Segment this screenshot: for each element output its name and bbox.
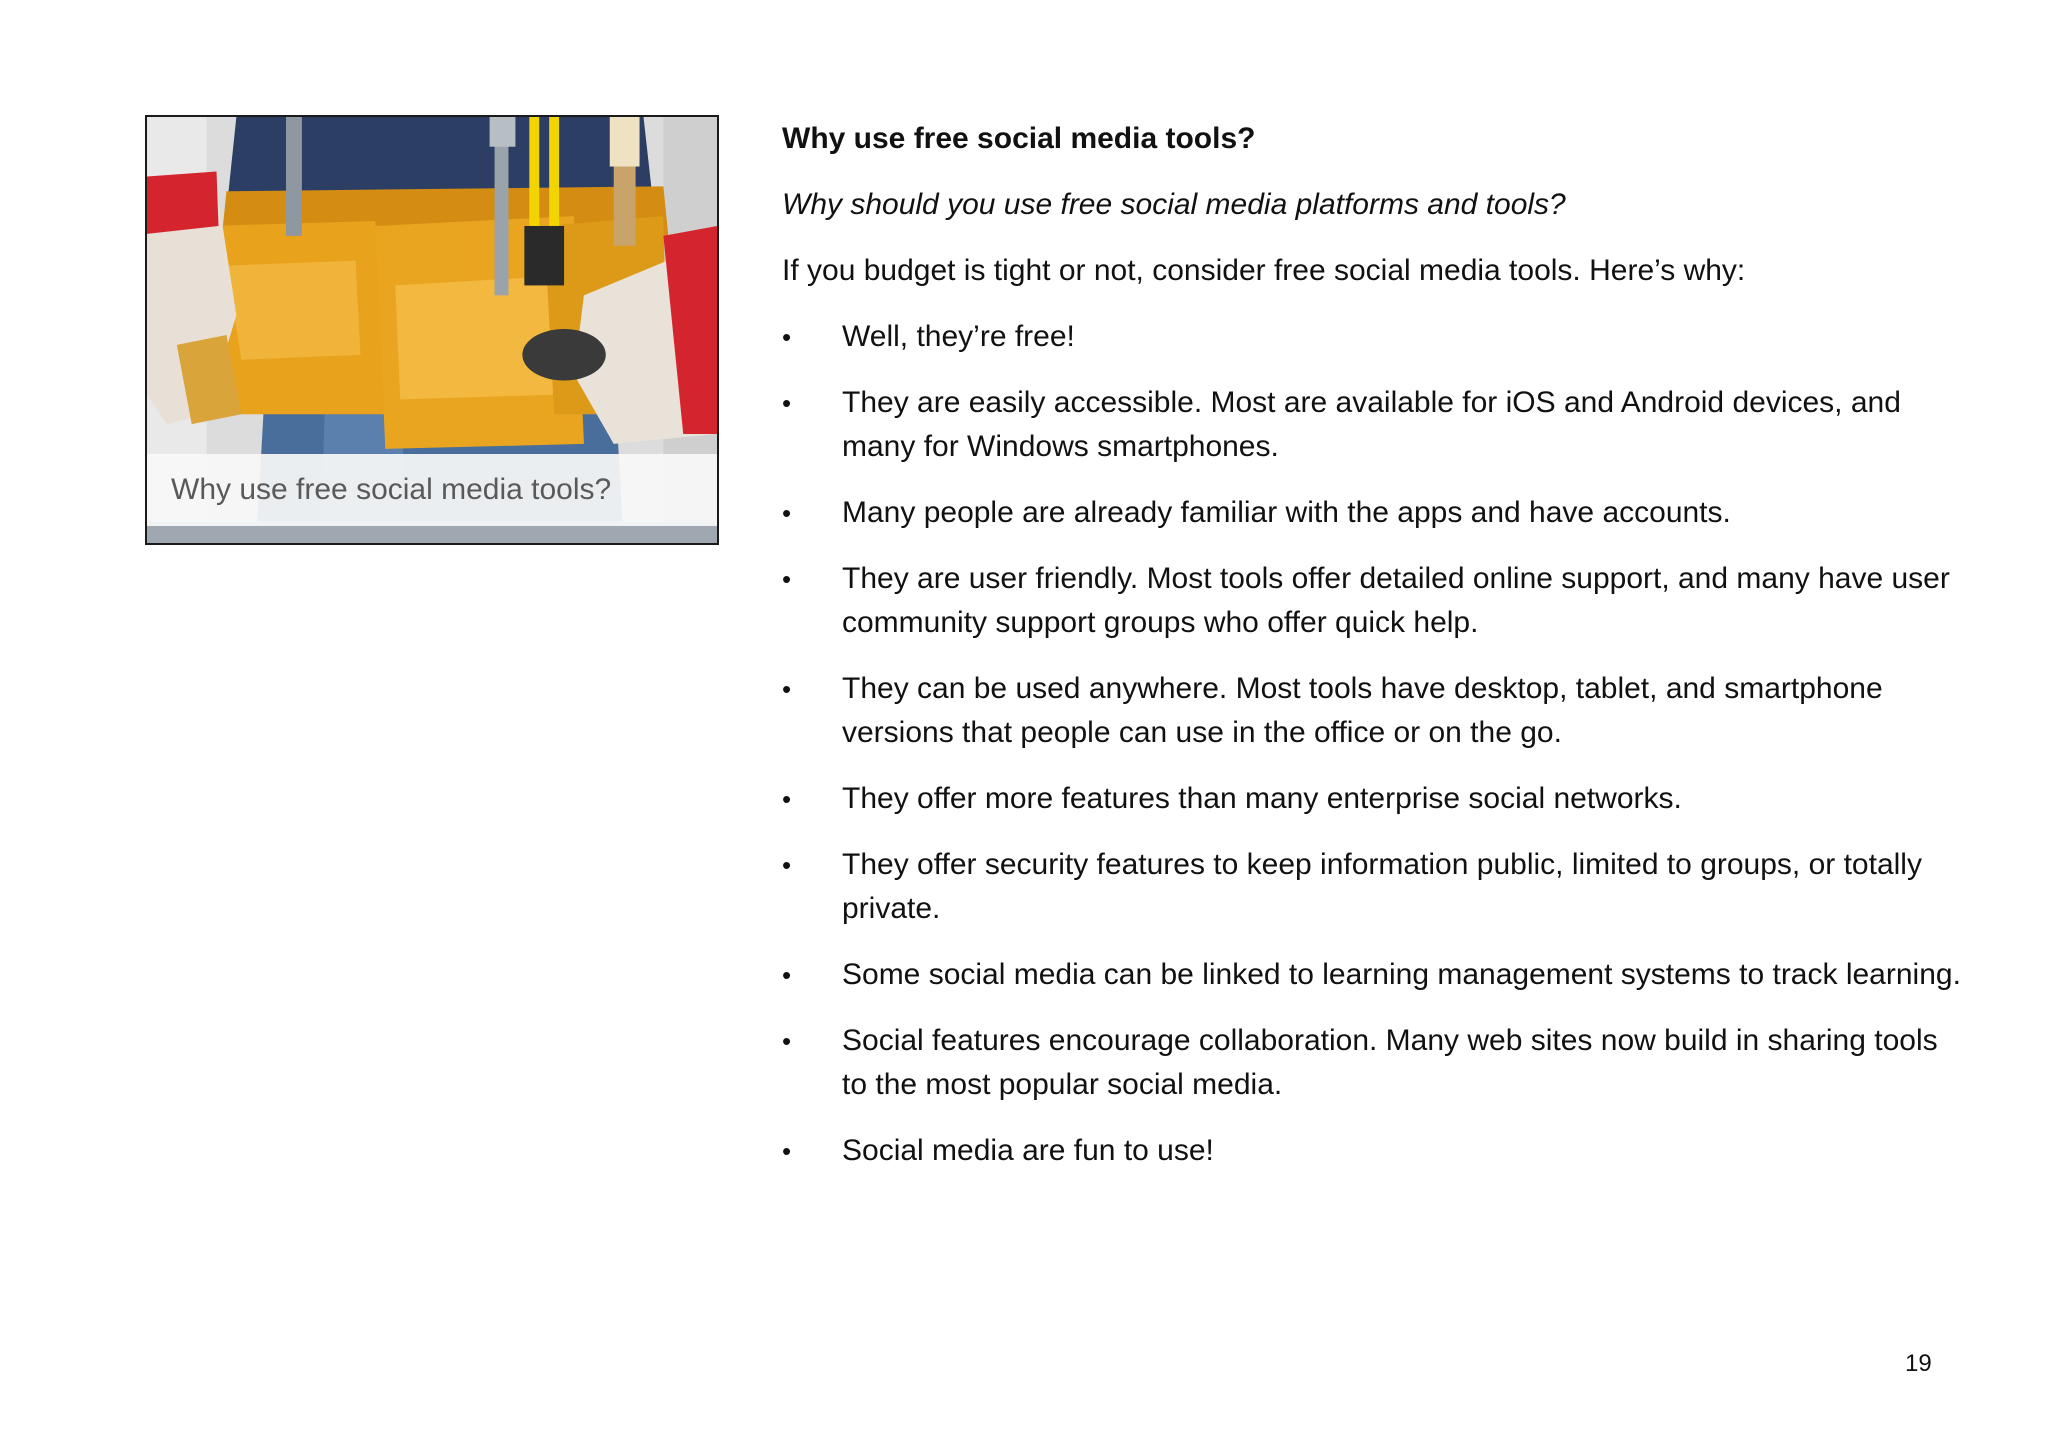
list-item (782, 777, 1962, 821)
thumbnail-caption: Why use free social media tools? (147, 454, 717, 526)
list-item-text: Some social media can be linked to learning management systems to track learning. (842, 958, 1961, 991)
list-item-text: They can be used anywhere. Most tools have desktop, tablet, and smartphone versions that people can use in the office or on the go. (842, 672, 1883, 749)
list-item-text: Social media are fun to use! (842, 1134, 1214, 1167)
bullet-icon: • (782, 1026, 792, 1056)
list-item-text: Social features encourage collaboration. Many web sites now build in sharing tools to the most popular social media. (842, 1024, 1938, 1101)
list-item (782, 491, 1962, 535)
list-item-text: They offer more features than many enterprise social networks. (842, 782, 1682, 815)
list-item (782, 381, 1962, 469)
list-item (782, 315, 1962, 359)
list-item (782, 557, 1962, 645)
notes-content (782, 117, 1962, 1195)
bullet-icon: • (782, 322, 792, 352)
bullet-list (782, 315, 1962, 1173)
bullet-icon: • (782, 850, 792, 880)
list-item (782, 1019, 1962, 1107)
bullet-icon: • (782, 960, 792, 990)
list-item-text: They offer security features to keep information public, limited to groups, or totally private. (842, 848, 1922, 925)
list-item-text: Well, they’re free! (842, 320, 1075, 353)
list-item (782, 1129, 1962, 1173)
page-number: 19 (1905, 1350, 1932, 1377)
bullet-icon: • (782, 498, 792, 528)
section-subheading: Why should you use free social media platforms and tools? (782, 188, 1566, 221)
list-item (782, 667, 1962, 755)
bullet-icon: • (782, 564, 792, 594)
section-heading: Why use free social media tools? (782, 122, 1256, 155)
intro-paragraph: If you budget is tight or not, consider free social media tools. Here’s why: (782, 254, 1746, 287)
list-item (782, 953, 1962, 997)
bullet-icon: • (782, 784, 792, 814)
bullet-icon: • (782, 388, 792, 418)
slide-thumbnail (145, 115, 719, 545)
list-item-text: Many people are already familiar with the apps and have accounts. (842, 496, 1731, 529)
list-item (782, 843, 1962, 931)
bullet-icon: • (782, 1136, 792, 1166)
list-item-text: They are easily accessible. Most are available for iOS and Android devices, and many for Windows smartphones. (842, 386, 1901, 463)
list-item-text: They are user friendly. Most tools offer detailed online support, and many have user community support groups who offer quick help. (842, 562, 1950, 639)
bullet-icon: • (782, 674, 792, 704)
